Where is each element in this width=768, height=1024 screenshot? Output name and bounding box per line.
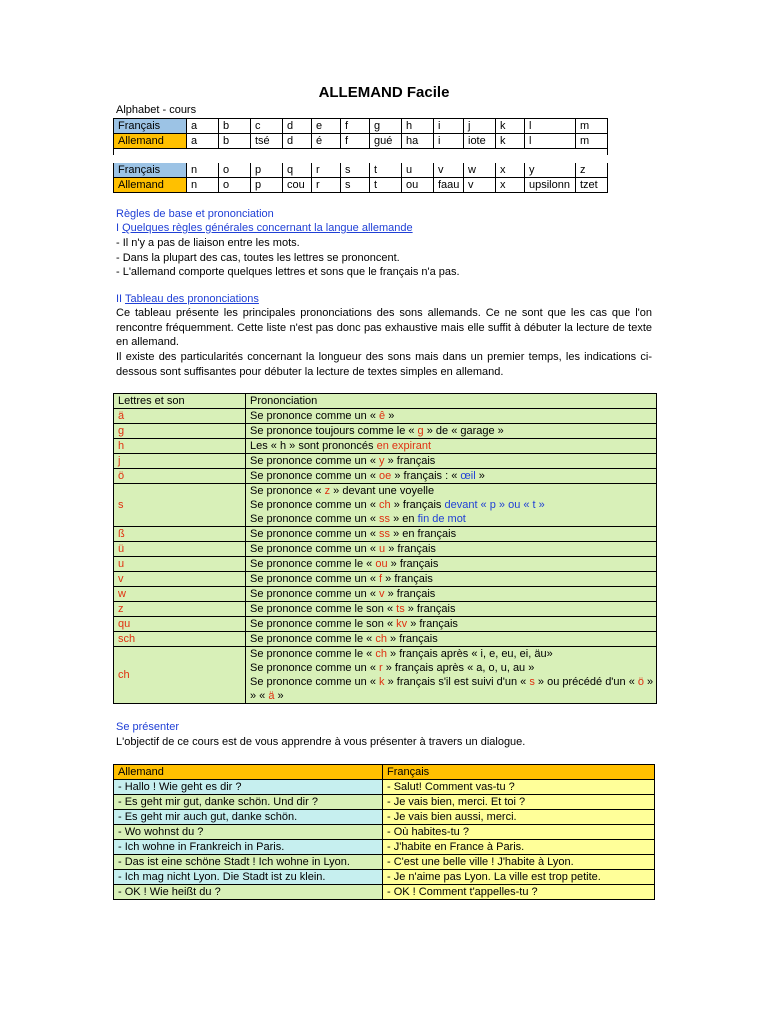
pron-segment: Se prononce comme un « <box>250 676 380 688</box>
alphabet-cell: faau <box>434 178 464 193</box>
pron-letter: z <box>114 602 246 617</box>
pron-row <box>114 617 657 632</box>
pron-segment: » en <box>390 513 418 525</box>
pron-segment: ch <box>375 648 387 660</box>
dialogue-german: - Wo wohnst du ? <box>114 825 383 840</box>
section-2-number: II <box>116 293 125 305</box>
alphabet-cell: f <box>341 134 370 149</box>
pron-line <box>250 587 652 601</box>
pron-line <box>250 527 652 541</box>
alphabet-spacer-cell <box>114 149 608 160</box>
pron-description <box>246 409 657 424</box>
alphabet-cell: v <box>464 178 496 193</box>
pron-segment: » français <box>384 455 436 467</box>
pron-segment: oe <box>379 470 392 482</box>
alphabet-spacer <box>114 149 608 160</box>
pron-segment: » <box>274 690 284 702</box>
pron-letter: qu <box>114 617 246 632</box>
pron-line <box>250 647 652 661</box>
dialogue-french: - Où habites-tu ? <box>383 825 655 840</box>
pron-line <box>250 632 652 646</box>
pron-segment: Se prononce comme le son « <box>250 603 397 615</box>
pron-segment: Se prononce comme un « <box>250 513 380 525</box>
pron-segment: Se prononce comme le « <box>250 558 376 570</box>
pron-segment: Se prononce toujours comme le « <box>250 425 418 437</box>
intro-paragraph-2: Il existe des particularités concernant la longueur des sons mais dans un premier temps, les indications ci-dessous sont suffisantes pour débuter la lecture de textes simples en allemand. <box>116 351 652 378</box>
pron-segment: » français <box>390 499 445 511</box>
pron-line <box>250 675 652 689</box>
alphabet-cell: é <box>312 134 341 149</box>
pron-row <box>114 647 657 704</box>
dialogue-table <box>113 764 655 900</box>
pron-description <box>246 617 657 632</box>
pron-segment: Se prononce comme le « <box>250 633 376 645</box>
dialogue-french: - Je vais bien aussi, merci. <box>383 810 655 825</box>
dialogue-row <box>114 795 655 810</box>
pron-segment: ch <box>379 499 391 511</box>
pron-line <box>250 512 652 526</box>
pron-line <box>250 454 652 468</box>
alphabet-cell: v <box>434 159 464 178</box>
pron-description <box>246 572 657 587</box>
alphabet-row-label: Français <box>114 159 187 178</box>
alphabet-cell: d <box>283 119 312 134</box>
pron-segment: » <box>385 410 395 422</box>
pron-line <box>250 469 652 483</box>
pron-segment: ts <box>396 603 405 615</box>
alphabet-cell: d <box>283 134 312 149</box>
alphabet-cell: y <box>525 159 576 178</box>
pron-segment: ö <box>637 676 644 688</box>
pron-line <box>250 557 652 571</box>
dialogue-row <box>114 840 655 855</box>
pron-line <box>250 661 652 675</box>
pron-segment: Se prononce comme un « <box>250 543 380 555</box>
page-title: ALLEMAND Facile <box>318 84 450 101</box>
alphabet-row <box>114 178 608 193</box>
alphabet-row <box>114 119 608 134</box>
pron-description <box>246 557 657 572</box>
pron-segment: Se prononce comme un « <box>250 573 380 585</box>
alphabet-cell: t <box>370 159 402 178</box>
pron-line <box>250 484 652 498</box>
alphabet-cell: b <box>219 134 251 149</box>
alphabet-cell: r <box>312 159 341 178</box>
pron-description <box>246 527 657 542</box>
pron-row <box>114 484 657 527</box>
alphabet-cell: tzet <box>576 178 608 193</box>
alphabet-cell: i <box>434 134 464 149</box>
dialogue-french: - Salut! Comment vas-tu ? <box>383 780 655 795</box>
bullet-item: - L'allemand comporte quelques lettres et sons que le français n'a pas. <box>116 266 460 278</box>
pron-letter: ch <box>114 647 246 704</box>
dialogue-header-row <box>114 765 655 780</box>
alphabet-cell: w <box>464 159 496 178</box>
alphabet-cell: i <box>434 119 464 134</box>
pron-segment: v <box>379 588 385 600</box>
alphabet-cell: m <box>576 134 608 149</box>
pron-header-pronunciation: Prononciation <box>246 394 657 409</box>
alphabet-cell: k <box>496 134 525 149</box>
pron-row <box>114 587 657 602</box>
alphabet-cell: b <box>219 119 251 134</box>
bullet-item: - Dans la plupart des cas, toutes les lettres se prononcent. <box>116 251 400 264</box>
pron-description <box>246 424 657 439</box>
pron-segment: r <box>379 662 383 674</box>
pron-header-row <box>114 394 657 409</box>
alphabet-cell: g <box>370 119 402 134</box>
pron-segment: Se prononce comme le « <box>250 648 376 660</box>
pron-segment: » ou précédé d'un « <box>534 676 638 688</box>
pron-segment: » « <box>250 690 269 702</box>
alphabet-cell: x <box>496 159 525 178</box>
alphabet-cell: q <box>283 159 312 178</box>
alphabet-cell: upsilonn <box>525 178 576 193</box>
pron-segment: y <box>379 455 385 467</box>
alphabet-cell: n <box>187 178 219 193</box>
alphabet-cell: l <box>525 134 576 149</box>
dialogue-row <box>114 870 655 885</box>
pron-row <box>114 557 657 572</box>
dialogue-row <box>114 885 655 900</box>
pron-segment: Se prononce comme un « <box>250 528 380 540</box>
pron-segment: ch <box>375 633 387 645</box>
pron-line <box>250 409 652 423</box>
pron-description <box>246 587 657 602</box>
pron-segment: f <box>379 573 383 585</box>
dialogue-french: - C'est une belle ville ! J'habite à Lyon. <box>383 855 655 870</box>
alphabet-cell: p <box>251 178 283 193</box>
pron-segment: u <box>379 543 386 555</box>
pron-letter: u <box>114 557 246 572</box>
alphabet-row <box>114 134 608 149</box>
pron-letter: ß <box>114 527 246 542</box>
pron-row <box>114 409 657 424</box>
pron-segment: Se prononce comme un « <box>250 470 380 482</box>
presentation-heading: Se présenter <box>116 721 179 733</box>
pron-segment: » français <box>382 573 433 585</box>
pron-header-letters: Lettres et son <box>114 394 246 409</box>
bullet-item: - Il n'y a pas de liaison entre les mots. <box>116 237 300 249</box>
alphabet-row <box>114 159 608 178</box>
pron-segment: » français <box>387 558 439 570</box>
pron-segment: » devant une voyelle <box>330 485 435 497</box>
pron-description <box>246 469 657 484</box>
pron-segment: k <box>379 676 385 688</box>
pron-line <box>250 542 652 556</box>
pron-segment: ä <box>268 690 275 702</box>
alphabet-cell: f <box>341 119 370 134</box>
pron-row <box>114 439 657 454</box>
pron-segment: Se prononce comme le son « <box>250 618 397 630</box>
pron-segment: Se prononce comme un « <box>250 455 380 467</box>
pron-segment: z <box>324 485 331 497</box>
pron-segment: œil <box>460 470 476 482</box>
pron-row <box>114 602 657 617</box>
pron-row <box>114 424 657 439</box>
pron-letter: s <box>114 484 246 527</box>
pron-segment: » de « garage » <box>423 425 504 437</box>
pron-line <box>250 498 652 512</box>
pron-segment: Les « h » sont prononcés <box>250 440 377 452</box>
pron-segment: » français <box>407 618 458 630</box>
dialogue-german: - Es geht mir gut, danke schön. Und dir ? <box>114 795 383 810</box>
pron-segment: ss <box>379 513 391 525</box>
alphabet-cell: a <box>187 119 219 134</box>
pron-segment: g <box>417 425 424 437</box>
pron-segment: Se prononce « <box>250 485 325 497</box>
pron-letter: ö <box>114 469 246 484</box>
rules-heading: Règles de base et prononciation <box>116 208 274 220</box>
pron-segment: » français <box>385 543 436 555</box>
pron-segment: ou <box>375 558 388 570</box>
pronunciation-table <box>113 393 657 704</box>
dialogue-row <box>114 855 655 870</box>
pron-description <box>246 484 657 527</box>
dialogue-german: - Hallo ! Wie geht es dir ? <box>114 780 383 795</box>
alphabet-cell: iote <box>464 134 496 149</box>
alphabet-cell: a <box>187 134 219 149</box>
pron-segment: fin de mot <box>417 513 466 525</box>
alphabet-cell: h <box>402 119 434 134</box>
dialogue-german: - Das ist eine schöne Stadt ! Ich wohne in Lyon. <box>114 855 383 870</box>
pron-segment: » français après « i, e, eu, ei, äu» <box>386 648 553 660</box>
pron-row <box>114 632 657 647</box>
alphabet-cell: m <box>576 119 608 134</box>
dialogue-french: - Je vais bien, merci. Et toi ? <box>383 795 655 810</box>
pron-segment: » français <box>404 603 456 615</box>
pron-letter: sch <box>114 632 246 647</box>
pron-letter: j <box>114 454 246 469</box>
bullet-list <box>116 236 652 280</box>
pron-segment: » français <box>384 588 436 600</box>
dialogue-header-german: Allemand <box>114 765 383 780</box>
pron-line <box>250 439 652 453</box>
pron-row <box>114 527 657 542</box>
pron-segment: Se prononce comme un « <box>250 410 380 422</box>
alphabet-cell: s <box>341 178 370 193</box>
alphabet-cell: r <box>312 178 341 193</box>
pron-segment: Se prononce comme un « <box>250 499 380 511</box>
pron-segment: » français : « <box>391 470 461 482</box>
alphabet-table <box>113 118 608 193</box>
alphabet-cell: n <box>187 159 219 178</box>
pron-row <box>114 469 657 484</box>
pron-description <box>246 542 657 557</box>
alphabet-cell: j <box>464 119 496 134</box>
alphabet-subtitle: Alphabet - cours <box>116 104 197 116</box>
presentation-text: L'objectif de ce cours est de vous apprendre à vous présenter à travers un dialogue. <box>116 736 526 748</box>
pron-segment: Se prononce comme un « <box>250 588 380 600</box>
pron-description <box>246 439 657 454</box>
alphabet-cell: t <box>370 178 402 193</box>
dialogue-header-french: Français <box>383 765 655 780</box>
pron-letter: h <box>114 439 246 454</box>
alphabet-cell: c <box>251 119 283 134</box>
alphabet-cell: o <box>219 178 251 193</box>
alphabet-cell: p <box>251 159 283 178</box>
section-1-heading <box>116 221 652 236</box>
pron-row <box>114 572 657 587</box>
pron-segment: » en français <box>390 528 457 540</box>
alphabet-cell: s <box>341 159 370 178</box>
pron-description <box>246 647 657 704</box>
pron-letter: ü <box>114 542 246 557</box>
alphabet-cell: ou <box>402 178 434 193</box>
pron-segment: » français s'il est suivi d'un « <box>384 676 530 688</box>
alphabet-cell: z <box>576 159 608 178</box>
section-1-link[interactable]: Quelques règles générales concernant la langue allemande <box>122 222 413 234</box>
section-1-number: I <box>116 222 123 234</box>
alphabet-cell: l <box>525 119 576 134</box>
pron-segment: en expirant <box>376 440 432 452</box>
dialogue-german: - Ich wohne in Frankreich in Paris. <box>114 840 383 855</box>
pron-letter: ä <box>114 409 246 424</box>
dialogue-german: - OK ! Wie heißt du ? <box>114 885 383 900</box>
pron-description <box>246 454 657 469</box>
pron-segment: Se prononce comme un « <box>250 662 380 674</box>
pron-line <box>250 617 652 631</box>
section-2-heading <box>116 292 652 307</box>
pron-segment: » <box>644 676 654 688</box>
pron-segment: » français après « a, o, u, au » <box>382 662 535 674</box>
alphabet-row-label: Allemand <box>114 134 187 149</box>
dialogue-row <box>114 780 655 795</box>
pron-letter: g <box>114 424 246 439</box>
alphabet-cell: tsé <box>251 134 283 149</box>
alphabet-cell: ha <box>402 134 434 149</box>
pron-segment: kv <box>396 618 408 630</box>
pron-row <box>114 454 657 469</box>
alphabet-cell: x <box>496 178 525 193</box>
dialogue-row <box>114 825 655 840</box>
pron-description <box>246 602 657 617</box>
pron-description <box>246 632 657 647</box>
pron-letter: w <box>114 587 246 602</box>
pron-segment: » <box>475 470 485 482</box>
pron-letter: v <box>114 572 246 587</box>
dialogue-german: - Ich mag nicht Lyon. Die Stadt ist zu klein. <box>114 870 383 885</box>
dialogue-row <box>114 810 655 825</box>
alphabet-row-label: Français <box>114 119 187 134</box>
pron-line <box>250 572 652 586</box>
dialogue-french: - J'habite en France à Paris. <box>383 840 655 855</box>
alphabet-cell: u <box>402 159 434 178</box>
alphabet-row-label: Allemand <box>114 178 187 193</box>
pron-line <box>250 689 652 703</box>
intro-paragraph-1: Ce tableau présente les principales prononciations des sons allemands. Ce ne sont que les cas que l'on rencontre fréquemment. Cette liste n'est pas donc pas exhaustive mais elle suffit à débuter la lecture de texte en allemand. <box>116 307 652 348</box>
dialogue-french: - OK ! Comment t'appelles-tu ? <box>383 885 655 900</box>
pron-segment: ê <box>379 410 386 422</box>
pron-row <box>114 542 657 557</box>
alphabet-cell: gué <box>370 134 402 149</box>
pron-segment: » français <box>386 633 438 645</box>
section-2-link[interactable]: Tableau des prononciations <box>124 293 259 305</box>
alphabet-cell: k <box>496 119 525 134</box>
dialogue-french: - Je n'aime pas Lyon. La ville est trop petite. <box>383 870 655 885</box>
alphabet-cell: o <box>219 159 251 178</box>
alphabet-cell: e <box>312 119 341 134</box>
pron-segment: ss <box>379 528 391 540</box>
pron-line <box>250 424 652 438</box>
pron-segment: s <box>529 676 535 688</box>
pron-line <box>250 602 652 616</box>
alphabet-cell: cou <box>283 178 312 193</box>
pron-segment: devant « p » ou « t » <box>444 499 545 511</box>
dialogue-german: - Es geht mir auch gut, danke schön. <box>114 810 383 825</box>
